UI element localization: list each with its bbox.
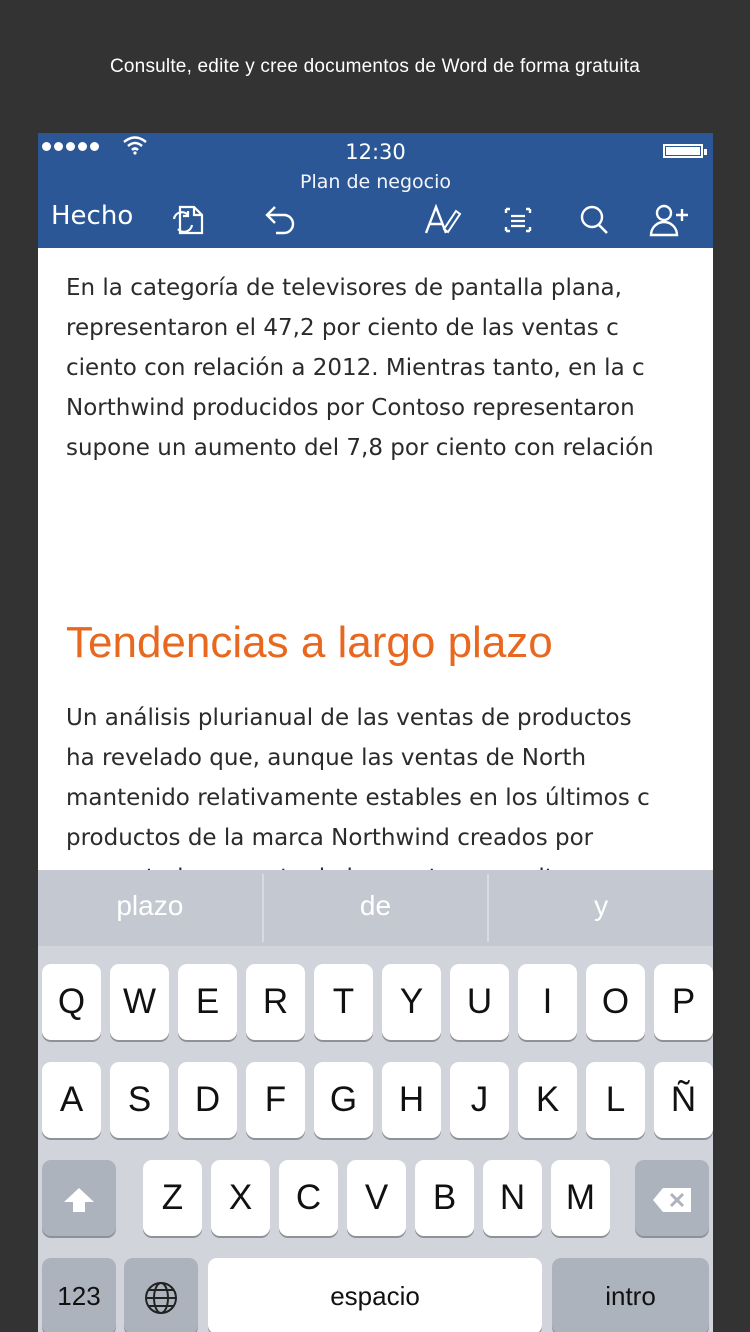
suggestion-3[interactable]: y [594,890,609,921]
paragraph-1 [66,268,654,468]
format-text-icon[interactable] [420,199,464,239]
key-h[interactable]: H [382,1062,441,1138]
shift-key[interactable] [42,1160,116,1236]
text-line: mantenido relativamente estables en los últimos c [66,785,650,811]
text-line: ciento con relación a 2012. Mientras tanto, en la c [66,355,645,381]
key-i[interactable]: I [518,964,577,1040]
key-g[interactable]: G [314,1062,373,1138]
key-t[interactable]: T [314,964,373,1040]
section-heading: Tendencias a largo plazo [66,618,553,667]
phone-screen [38,133,713,1332]
search-icon[interactable] [572,199,616,239]
return-key[interactable]: intro [552,1258,709,1332]
globe-icon [143,1280,179,1316]
on-screen-keyboard [38,946,713,1332]
key-j[interactable]: J [450,1062,509,1138]
predictive-text-bar [38,870,713,946]
key-n-tilde[interactable]: Ñ [654,1062,713,1138]
text-line: supone un aumento del 7,8 por ciento con relación [66,435,654,461]
promo-caption: Consulte, edite y cree documentos de Word de forma gratuita [109,56,640,77]
undo-icon[interactable] [256,199,300,239]
share-person-add-icon[interactable] [646,199,690,239]
text-line: En la categoría de televisores de pantalla plana, [66,275,622,301]
key-e[interactable]: E [178,964,237,1040]
key-p[interactable]: P [654,964,713,1040]
numbers-key[interactable]: 123 [42,1258,116,1332]
key-m[interactable]: M [551,1160,610,1236]
key-n[interactable]: N [483,1160,542,1236]
key-z[interactable]: Z [143,1160,202,1236]
key-s[interactable]: S [110,1062,169,1138]
app-header [38,133,713,248]
key-b[interactable]: B [415,1160,474,1236]
key-x[interactable]: X [211,1160,270,1236]
key-u[interactable]: U [450,964,509,1040]
backspace-icon [651,1186,693,1214]
key-v[interactable]: V [347,1160,406,1236]
key-c[interactable]: C [279,1160,338,1236]
key-k[interactable]: K [518,1062,577,1138]
globe-key[interactable] [124,1258,198,1332]
key-d[interactable]: D [178,1062,237,1138]
text-line: Northwind producidos por Contoso representaron [66,395,635,421]
shift-arrow-icon [62,1185,96,1215]
suggestion-1[interactable]: plazo [116,890,184,921]
space-key[interactable]: espacio [208,1258,542,1332]
battery-icon [663,144,703,158]
paragraph-2 [66,698,651,898]
status-time: 12:30 [345,140,406,164]
reading-view-icon[interactable] [496,199,540,239]
key-f[interactable]: F [246,1062,305,1138]
document-title: Plan de negocio [299,171,452,193]
text-line: productos de la marca Northwind creados por [66,825,594,851]
key-a[interactable]: A [42,1062,101,1138]
done-button[interactable]: Hecho [51,201,134,231]
backspace-key[interactable] [635,1160,709,1236]
text-line: representaron el 47,2 por ciento de las ventas c [66,315,619,341]
key-y[interactable]: Y [382,964,441,1040]
text-line: Un análisis plurianual de las ventas de productos [66,705,632,731]
key-l[interactable]: L [586,1062,645,1138]
text-line: ha revelado que, aunque las ventas de North [66,745,587,771]
key-r[interactable]: R [246,964,305,1040]
suggestion-2[interactable]: de [359,890,392,921]
key-o[interactable]: O [586,964,645,1040]
file-convert-icon[interactable] [168,199,212,239]
key-w[interactable]: W [110,964,169,1040]
key-q[interactable]: Q [42,964,101,1040]
